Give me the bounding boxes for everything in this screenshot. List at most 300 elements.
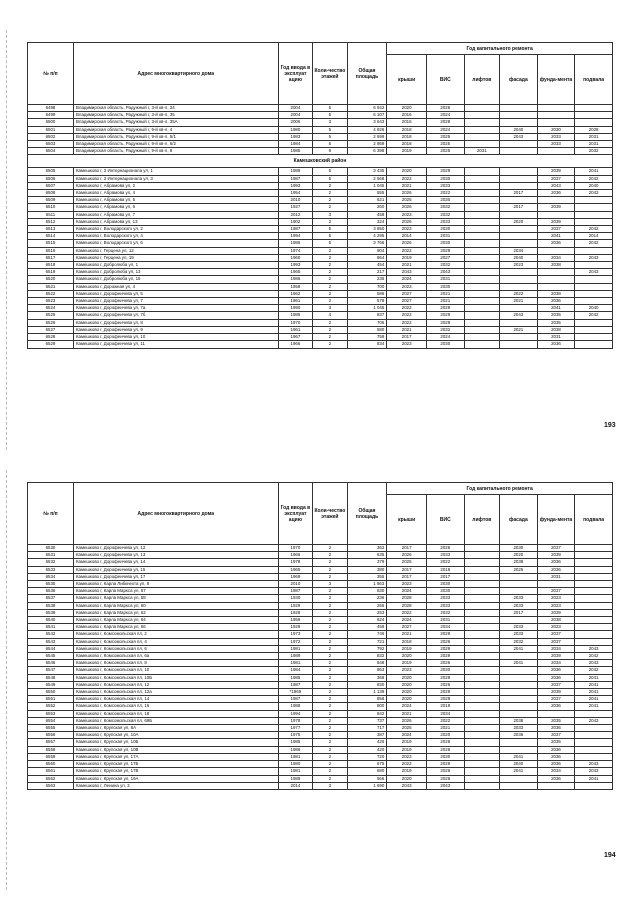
cell-roof: 2018: [387, 133, 427, 140]
table-row: [28, 254, 613, 261]
table-row: [28, 119, 613, 126]
cell-basement: 2042: [575, 653, 613, 660]
cell-year: 1969: [278, 573, 312, 580]
cell-foundation: 2041: [537, 305, 575, 312]
cell-foundation: [537, 112, 575, 119]
cell-address: Владимирская область, Радужный г, 9-й кв-л, 5/1: [73, 133, 278, 140]
cell-facade: 2038: [500, 559, 538, 566]
cell-vis: 2032: [426, 609, 464, 616]
cell-floors: 2: [313, 753, 347, 760]
cell-num: 6546: [28, 660, 74, 667]
cell-roof: 2017: [387, 545, 427, 552]
cell-area: 580: [347, 326, 387, 333]
cell-basement: [575, 298, 613, 305]
cell-roof: 2020: [387, 674, 427, 681]
table-row: [28, 312, 613, 319]
cell-year: 1986: [278, 276, 312, 283]
cell-lift: [464, 739, 500, 746]
cell-facade: [500, 710, 538, 717]
capital-repair-table: [27, 482, 613, 790]
cell-vis: 2030: [426, 667, 464, 674]
cell-lift: [464, 667, 500, 674]
cell-floors: 2: [313, 645, 347, 652]
cell-num: 6551: [28, 696, 74, 703]
cell-basement: 2041: [575, 674, 613, 681]
table-row: [28, 696, 613, 703]
cell-lift: [464, 573, 500, 580]
cell-area: 458: [347, 211, 387, 218]
cell-num: 6524: [28, 305, 74, 312]
cell-foundation: 2036: [537, 761, 575, 768]
cell-vis: 2018: [426, 566, 464, 573]
cell-roof: 2028: [387, 602, 427, 609]
cell-year: 1981: [278, 660, 312, 667]
cell-num: 6558: [28, 746, 74, 753]
cell-floors: 2: [313, 262, 347, 269]
cell-vis: 2021: [426, 725, 464, 732]
cell-num: 6562: [28, 775, 74, 782]
cell-address: Камешково г, Комсомольская пл, 10Б: [73, 674, 278, 681]
cell-num: 6513: [28, 226, 74, 233]
cell-address: Камешково г, Дорофеичева ул, 12: [73, 545, 278, 552]
cell-lift: [464, 240, 500, 247]
cell-year: 1960: [278, 254, 312, 261]
cell-address: Камешково г, Дорофеичева ул, 7а: [73, 305, 278, 312]
cell-floors: 2: [313, 269, 347, 276]
cell-num: 6533: [28, 566, 74, 573]
cell-facade: [500, 746, 538, 753]
cell-num: 6526: [28, 319, 74, 326]
cell-area: 368: [347, 674, 387, 681]
cell-roof: 2027: [387, 624, 427, 631]
cell-lift: [464, 262, 500, 269]
cell-facade: 2020: [500, 218, 538, 225]
cell-foundation: [537, 247, 575, 254]
cell-basement: 2031: [575, 133, 613, 140]
cell-vis: 2029: [426, 319, 464, 326]
cell-roof: 2022: [387, 305, 427, 312]
cell-floors: 2: [313, 717, 347, 724]
header-repair-group: Год капитального ремонта: [387, 483, 613, 495]
cell-floors: 2: [313, 696, 347, 703]
cell-roof: 2024: [387, 703, 427, 710]
cell-foundation: 2036: [537, 559, 575, 566]
cell-year: 1962: [278, 290, 312, 297]
header-year: Год ввода в эксплуат ацию: [278, 483, 312, 545]
cell-year: 1990: [278, 305, 312, 312]
cell-foundation: 2037: [537, 588, 575, 595]
cell-area: 837: [347, 312, 387, 319]
cell-basement: 2028: [575, 126, 613, 133]
cell-vis: 2032: [426, 204, 464, 211]
cell-area: 3 435: [347, 168, 387, 175]
cell-facade: [500, 341, 538, 348]
cell-num: 6563: [28, 782, 74, 789]
cell-foundation: 2037: [537, 732, 575, 739]
cell-num: 6529: [28, 341, 74, 348]
cell-address: Камешково г, Дорофеичева ул, 11: [73, 341, 278, 348]
cell-facade: [500, 696, 538, 703]
cell-floors: 5: [313, 105, 347, 112]
cell-address: Камешково г, Дорофеичева ул, 5: [73, 290, 278, 297]
cell-address: Камешково г, Комсомольская пл, 2: [73, 631, 278, 638]
cell-basement: [575, 197, 613, 204]
cell-floors: 2: [313, 254, 347, 261]
cell-vis: 2032: [426, 262, 464, 269]
page-number: 194: [604, 852, 616, 859]
cell-foundation: 2039: [537, 204, 575, 211]
cell-roof: 2022: [387, 761, 427, 768]
cell-roof: 2026: [387, 552, 427, 559]
cell-foundation: [537, 782, 575, 789]
cell-lift: [464, 233, 500, 240]
cell-vis: 2033: [426, 595, 464, 602]
cell-num: 6515: [28, 240, 74, 247]
cell-lift: [464, 717, 500, 724]
cell-facade: 2034: [500, 247, 538, 254]
cell-area: 217: [347, 269, 387, 276]
cell-facade: [500, 148, 538, 155]
table-row: [28, 269, 613, 276]
table-page-193: [27, 42, 613, 349]
cell-year: 1958: [278, 283, 312, 290]
cell-address: Камешково г, 3 Интернационала ул, 1: [73, 168, 278, 175]
cell-roof: 2023: [387, 283, 427, 290]
cell-year: 1977: [278, 725, 312, 732]
cell-num: 6543: [28, 638, 74, 645]
cell-floors: 2: [313, 588, 347, 595]
cell-foundation: [537, 710, 575, 717]
cell-floors: 2: [313, 746, 347, 753]
cell-foundation: 2033: [537, 133, 575, 140]
cell-facade: 2017: [500, 204, 538, 211]
cell-vis: 2030: [426, 753, 464, 760]
cell-vis: 2031: [426, 276, 464, 283]
cell-floors: 2: [313, 319, 347, 326]
cell-lift: [464, 218, 500, 225]
cell-vis: 2029: [426, 696, 464, 703]
cell-lift: [464, 319, 500, 326]
cell-floors: 2: [313, 552, 347, 559]
cell-num: 6547: [28, 667, 74, 674]
cell-facade: [500, 269, 538, 276]
cell-basement: [575, 732, 613, 739]
table-row: [28, 782, 613, 789]
cell-vis: 2021: [426, 298, 464, 305]
cell-vis: 2026: [426, 739, 464, 746]
cell-floors: 5: [313, 233, 347, 240]
cell-address: Владимирская область, Радужный г, 3-й кв-л, 34: [73, 105, 278, 112]
cell-lift: [464, 768, 500, 775]
cell-basement: 2043: [575, 768, 613, 775]
header-floors: Коли-чество этажей: [313, 43, 347, 105]
cell-foundation: 2036: [537, 725, 575, 732]
cell-area: 624: [347, 617, 387, 624]
header-address: Адрес многоквартирного дома: [73, 483, 278, 545]
cell-basement: 2042: [575, 226, 613, 233]
table-row: [28, 559, 613, 566]
cell-address: Камешково г, Комсомольская пл, 12: [73, 681, 278, 688]
cell-basement: 2043: [575, 761, 613, 768]
cell-facade: [500, 182, 538, 189]
cell-area: 2 699: [347, 133, 387, 140]
cell-lift: [464, 725, 500, 732]
cell-facade: [500, 226, 538, 233]
cell-facade: [500, 667, 538, 674]
cell-address: Камешково г, Крупская ул, 17Б: [73, 761, 278, 768]
table-row: [28, 681, 613, 688]
cell-year: 1966: [278, 552, 312, 559]
cell-address: Камешково г, Дорофеичева ул, 8: [73, 319, 278, 326]
cell-lift: [464, 126, 500, 133]
cell-foundation: 2035: [537, 319, 575, 326]
cell-area: 236: [347, 595, 387, 602]
cell-year: 2010: [278, 197, 312, 204]
cell-lift: [464, 341, 500, 348]
cell-foundation: 2039: [537, 689, 575, 696]
cell-num: 6520: [28, 276, 74, 283]
cell-foundation: 2031: [537, 573, 575, 580]
cell-basement: 2041: [575, 696, 613, 703]
cell-num: 6528: [28, 334, 74, 341]
cell-address: Камешково г, Карла Маркса ул, 62: [73, 609, 278, 616]
cell-address: Камешково г, Крупская ул, 10В: [73, 746, 278, 753]
cell-num: 6539: [28, 609, 74, 616]
cell-basement: [575, 211, 613, 218]
table-row: [28, 298, 613, 305]
table-row: [28, 204, 613, 211]
cell-address: Камешково г, Абрамова ул, 6: [73, 204, 278, 211]
cell-floors: 2: [313, 276, 347, 283]
cell-facade: 2021: [500, 298, 538, 305]
cell-roof: 2022: [387, 175, 427, 182]
cell-roof: 2020: [387, 653, 427, 660]
cell-vis: 2032: [426, 326, 464, 333]
cell-area: 721: [347, 638, 387, 645]
cell-floors: 2: [313, 182, 347, 189]
cell-num: 6538: [28, 602, 74, 609]
cell-address: Камешково г, Комсомольская пл, 6а: [73, 653, 278, 660]
cell-basement: [575, 638, 613, 645]
cell-vis: 2033: [426, 218, 464, 225]
cell-num: 6516: [28, 247, 74, 254]
cell-foundation: 2036: [537, 667, 575, 674]
cell-foundation: 2036: [537, 190, 575, 197]
table-row: [28, 545, 613, 552]
header-floors: Коли-чество этажей: [313, 483, 347, 545]
cell-num: 6553: [28, 710, 74, 717]
cell-lift: [464, 624, 500, 631]
cell-year: 1927: [278, 204, 312, 211]
cell-floors: 2: [313, 341, 347, 348]
cell-roof: 2018: [387, 126, 427, 133]
cell-area: 266: [347, 602, 387, 609]
cell-basement: [575, 290, 613, 297]
cell-num: 6506: [28, 175, 74, 182]
cell-foundation: 2036: [537, 775, 575, 782]
cell-roof: 2017: [387, 573, 427, 580]
cell-address: Камешково г, Комсомольская пл, 14: [73, 696, 278, 703]
cell-foundation: 2039: [537, 552, 575, 559]
cell-roof: 2027: [387, 290, 427, 297]
table-row: [28, 581, 613, 588]
table-row: [28, 775, 613, 782]
cell-address: Камешково г, Комсомольская пл, 69Б: [73, 717, 278, 724]
cell-vis: 2025: [426, 133, 464, 140]
cell-vis: 2026: [426, 768, 464, 775]
cell-vis: 2029: [426, 653, 464, 660]
header-facade: фасада: [500, 55, 538, 105]
cell-address: Владимирская область, Радужный г, 9-й кв-л, 6/2: [73, 141, 278, 148]
cell-facade: [500, 240, 538, 247]
cell-basement: [575, 631, 613, 638]
cell-lift: [464, 312, 500, 319]
cell-basement: [575, 276, 613, 283]
cell-vis: 2026: [426, 545, 464, 552]
cell-vis: 2026: [426, 746, 464, 753]
table-row: [28, 609, 613, 616]
cell-area: 830: [347, 588, 387, 595]
cell-foundation: 2023: [537, 595, 575, 602]
cell-lift: [464, 247, 500, 254]
cell-basement: [575, 602, 613, 609]
cell-address: Камешково г, Комсомольская пл, 16: [73, 703, 278, 710]
cell-floors: 2: [313, 667, 347, 674]
cell-area: 454: [347, 262, 387, 269]
cell-address: Камешково г, Крупская ул, 8А: [73, 725, 278, 732]
cell-address: Камешково г, Дорофеичева ул, 15: [73, 566, 278, 573]
page-number: 193: [604, 422, 616, 429]
cell-facade: [500, 573, 538, 580]
cell-facade: [500, 141, 538, 148]
cell-basement: [575, 739, 613, 746]
cell-basement: [575, 262, 613, 269]
cell-basement: 2031: [575, 141, 613, 148]
cell-floors: 2: [313, 609, 347, 616]
cell-floors: 3: [313, 782, 347, 789]
cell-address: Камешково г, Абрамова ул, 7: [73, 211, 278, 218]
cell-year: 1981: [278, 645, 312, 652]
cell-vis: 2027: [426, 254, 464, 261]
cell-floors: 2: [313, 674, 347, 681]
cell-year: 1984: [278, 667, 312, 674]
cell-num: 6523: [28, 298, 74, 305]
cell-basement: 2042: [575, 312, 613, 319]
cell-basement: [575, 581, 613, 588]
cell-num: 6559: [28, 753, 74, 760]
cell-facade: 2040: [500, 254, 538, 261]
cell-facade: [500, 283, 538, 290]
cell-num: 6518: [28, 262, 74, 269]
cell-year: 1967: [278, 334, 312, 341]
cell-area: 379: [347, 559, 387, 566]
cell-area: 675: [347, 761, 387, 768]
cell-facade: [500, 112, 538, 119]
cell-area: 235: [347, 276, 387, 283]
cell-vis: 2030: [426, 283, 464, 290]
cell-roof: 2026: [387, 218, 427, 225]
cell-num: 6535: [28, 581, 74, 588]
cell-area: 792: [347, 645, 387, 652]
cell-foundation: 2038: [537, 290, 575, 297]
table-row: [28, 746, 613, 753]
cell-floors: 3: [313, 305, 347, 312]
cell-year: 1994: [278, 233, 312, 240]
cell-address: Камешково г, Дорофеичева ул, 10: [73, 334, 278, 341]
cell-foundation: 2034: [537, 660, 575, 667]
cell-basement: [575, 753, 613, 760]
cell-year: 2004: [278, 105, 312, 112]
cell-vis: 2032: [426, 211, 464, 218]
cell-roof: 2023: [387, 753, 427, 760]
cell-vis: 2030: [426, 226, 464, 233]
cell-year: 2012: [278, 211, 312, 218]
cell-basement: [575, 112, 613, 119]
cell-num: 6505: [28, 168, 74, 175]
cell-floors: 4: [313, 312, 347, 319]
cell-area: 355: [347, 573, 387, 580]
cell-roof: 2016: [387, 119, 427, 126]
cell-floors: 2: [313, 660, 347, 667]
cell-foundation: [537, 197, 575, 204]
cell-facade: 2033: [500, 602, 538, 609]
cell-year: 1987: [278, 226, 312, 233]
cell-year: 1987: [278, 681, 312, 688]
cell-num: 6542: [28, 631, 74, 638]
cell-facade: [500, 588, 538, 595]
cell-num: 6509: [28, 197, 74, 204]
cell-basement: [575, 283, 613, 290]
cell-lift: [464, 254, 500, 261]
table-page-194: [27, 482, 613, 790]
cell-basement: [575, 725, 613, 732]
cell-basement: [575, 334, 613, 341]
cell-lift: [464, 226, 500, 233]
cell-roof: 2024: [387, 276, 427, 283]
scan-edge-line: [6, 470, 7, 890]
cell-facade: 2041: [500, 768, 538, 775]
cell-roof: 2020: [387, 168, 427, 175]
cell-floors: 2: [313, 631, 347, 638]
cell-floors: 2: [313, 218, 347, 225]
cell-address: Владимирская область, Радужный г, 3-й кв-л, 35: [73, 112, 278, 119]
cell-lift: [464, 782, 500, 789]
header-year: Год ввода в эксплуат ацию: [278, 43, 312, 105]
cell-foundation: 2035: [537, 312, 575, 319]
cell-foundation: 2037: [537, 175, 575, 182]
cell-roof: 2019: [387, 768, 427, 775]
table-row: [28, 141, 613, 148]
cell-foundation: 2034: [537, 254, 575, 261]
cell-foundation: 2035: [537, 739, 575, 746]
cell-basement: [575, 710, 613, 717]
table-row: [28, 148, 613, 155]
cell-num: 6541: [28, 624, 74, 631]
cell-address: Камешково г, Володарского ул, 4: [73, 233, 278, 240]
cell-facade: [500, 276, 538, 283]
cell-floors: 2: [313, 624, 347, 631]
cell-lift: [464, 689, 500, 696]
cell-floors: 5: [313, 112, 347, 119]
cell-floors: 5: [313, 175, 347, 182]
cell-year: 1929: [278, 624, 312, 631]
cell-year: 1984: [278, 141, 312, 148]
cell-roof: 2025: [387, 559, 427, 566]
cell-num: 6548: [28, 674, 74, 681]
cell-basement: 2043: [575, 717, 613, 724]
cell-facade: 2041: [500, 645, 538, 652]
cell-vis: 2030: [426, 341, 464, 348]
